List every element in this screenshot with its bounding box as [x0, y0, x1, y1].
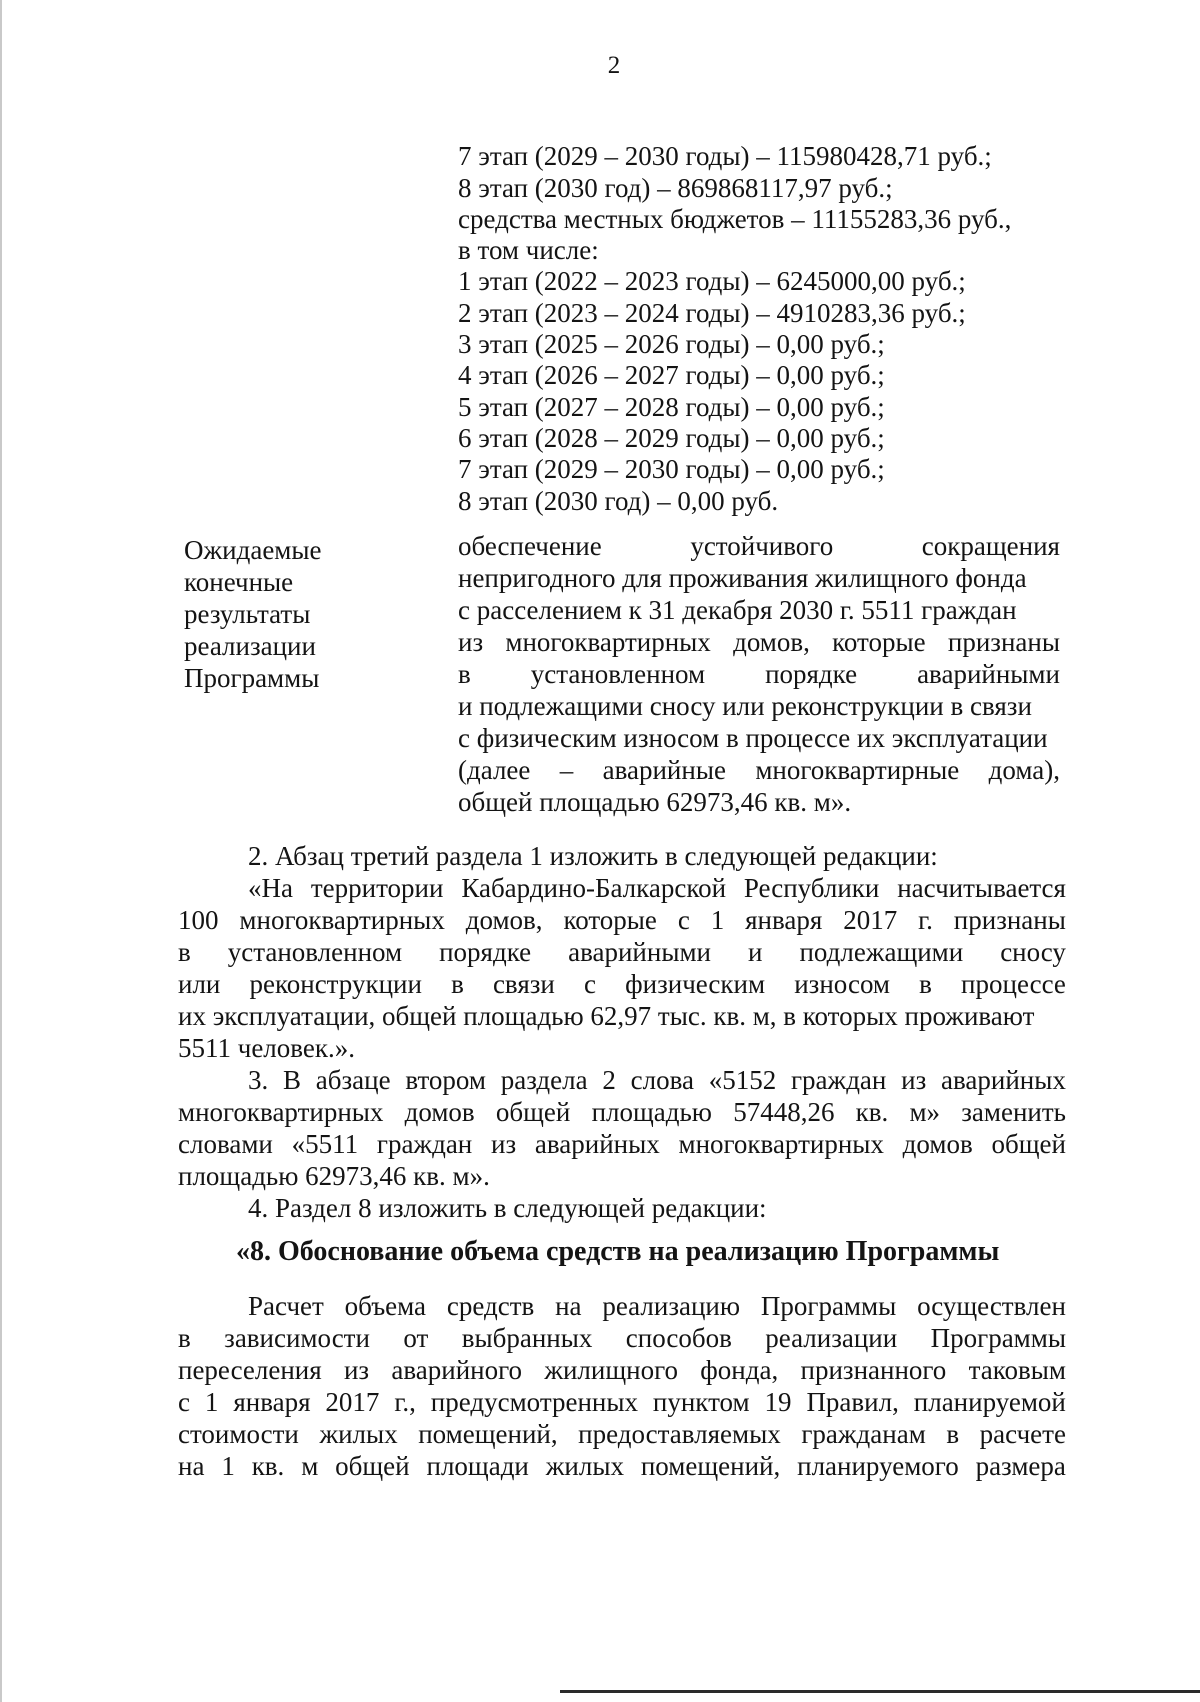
word: общей [495, 1097, 571, 1127]
word: м» [909, 1097, 941, 1127]
word: 2017 [325, 1387, 380, 1417]
word: в [451, 969, 464, 999]
word: жилых [545, 1451, 624, 1481]
word: 1 [221, 1451, 235, 1481]
word: связи [492, 969, 555, 999]
word: словами [178, 1129, 273, 1159]
paragraph-line [248, 1290, 1066, 1322]
word: установленном [530, 659, 706, 689]
word: аварийных [941, 1065, 1066, 1095]
word: планируемой [913, 1387, 1066, 1417]
funding-line: 2 этап (2023 – 2024 годы) – 4910283,36 руб.; [458, 298, 966, 328]
paragraph-line [178, 1128, 1066, 1160]
word: 3. [248, 1065, 269, 1095]
word: 2017 [843, 905, 898, 935]
word: м [301, 1451, 319, 1481]
word: в [178, 937, 191, 967]
paragraph-line [178, 1386, 1066, 1418]
word: многоквартирных [678, 1129, 884, 1159]
word: аварийного [391, 1355, 523, 1385]
word: с [677, 905, 690, 935]
word: В [283, 1065, 302, 1095]
paragraph-line [248, 872, 1066, 904]
word: в [458, 659, 471, 689]
word: устойчивого [690, 531, 834, 561]
word: аварийных [534, 1129, 660, 1159]
paragraph-line: их эксплуатации, общей площадью 62,97 тыс. кв. м, в которых проживают [178, 1001, 1035, 1031]
funding-line: 7 этап (2029 – 2030 годы) – 115980428,71 руб.; [458, 141, 992, 171]
word: на [555, 1291, 582, 1321]
word: в [919, 969, 932, 999]
word: сокращения [921, 531, 1060, 561]
word: многоквартирные [755, 755, 960, 785]
word: слова [630, 1065, 694, 1095]
word: реализации [765, 1323, 898, 1353]
word: (далее [458, 755, 531, 785]
word: размера [975, 1451, 1066, 1481]
word: зависимости [224, 1323, 370, 1353]
word: планируемого [797, 1451, 959, 1481]
word: порядке [439, 937, 532, 967]
word: кв. [251, 1451, 285, 1481]
word: гражданам [801, 1419, 926, 1449]
word: объема [344, 1291, 427, 1321]
funding-line: 7 этап (2029 – 2030 годы) – 0,00 руб.; [458, 454, 885, 484]
word: аварийными [568, 937, 712, 967]
word: таковым [968, 1355, 1066, 1385]
word: домов, [733, 627, 810, 657]
results-label-line: Ожидаемые [184, 535, 322, 565]
results-text-line [458, 754, 1060, 786]
word: общей [991, 1129, 1066, 1159]
word: которые [563, 905, 657, 935]
page-number: 2 [607, 52, 621, 79]
word: с [178, 1387, 190, 1417]
funding-line: 1 этап (2022 – 2023 годы) – 6245000,00 руб.; [458, 266, 966, 296]
results-label-line: конечные [184, 567, 294, 597]
results-text-line: с физическим износом в процессе их эксплуатации [458, 723, 1048, 753]
word: реконструкции [249, 969, 422, 999]
word: многоквартирных [505, 627, 711, 657]
word: сносу [1000, 937, 1066, 967]
word: граждан [790, 1065, 887, 1095]
word: реализацию [602, 1291, 741, 1321]
word: подлежащими [799, 937, 964, 967]
word: средств [446, 1291, 535, 1321]
word: Правил, [806, 1387, 899, 1417]
word: предоставляемых [578, 1419, 781, 1449]
results-text-line [458, 626, 1060, 658]
funding-line: 8 этап (2030 год) – 869868117,97 руб.; [458, 173, 893, 203]
word: абзаце [315, 1065, 391, 1095]
word: Республики [743, 873, 880, 903]
funding-line: средства местных бюджетов – 11155283,36 руб., [458, 204, 1012, 234]
word: общей [335, 1451, 410, 1481]
word: – [559, 755, 574, 785]
word: помещений, [418, 1419, 558, 1449]
word: 100 [178, 905, 219, 935]
word: площади [426, 1451, 529, 1481]
paragraph-line [178, 904, 1066, 936]
word: 19 [764, 1387, 792, 1417]
word: заменить [961, 1097, 1066, 1127]
word: расчете [979, 1419, 1066, 1449]
funding-line: 3 этап (2025 – 2026 годы) – 0,00 руб.; [458, 329, 885, 359]
results-text-line [458, 530, 1060, 562]
paragraph-line [178, 1354, 1066, 1386]
funding-line: в том числе: [458, 235, 599, 265]
word: пунктом [652, 1387, 750, 1417]
word: 57448,26 [733, 1097, 835, 1127]
word: 1 [204, 1387, 219, 1417]
paragraph-line [178, 1322, 1066, 1354]
word: обеспечение [458, 531, 602, 561]
word: втором [405, 1065, 486, 1095]
word: аварийными [917, 659, 1060, 689]
word: процессе [961, 969, 1066, 999]
word: января [233, 1387, 311, 1417]
word: домов [902, 1129, 973, 1159]
word: насчитывается [897, 873, 1066, 903]
paragraph-line [178, 1096, 1066, 1128]
word: многоквартирных [178, 1097, 384, 1127]
word: физическим [625, 969, 766, 999]
word: в [178, 1323, 191, 1353]
word: стоимости [178, 1419, 299, 1449]
results-text-line: с расселением к 31 декабря 2030 г. 5511 граждан [458, 595, 1017, 625]
word: Программы [760, 1291, 897, 1321]
word: фонда, [700, 1355, 779, 1385]
funding-line: 8 этап (2030 год) – 0,00 руб. [458, 486, 779, 516]
word: домов [404, 1097, 475, 1127]
word: г., [394, 1387, 416, 1417]
word: признанного [800, 1355, 947, 1385]
paragraph-line [178, 1418, 1066, 1450]
word: жилищного [544, 1355, 678, 1385]
funding-line: 5 этап (2027 – 2028 годы) – 0,00 руб.; [458, 392, 885, 422]
word: г. [918, 905, 933, 935]
word: Программы [930, 1323, 1066, 1353]
scan-edge [560, 1690, 1200, 1693]
word: или [178, 969, 221, 999]
paragraph-line: 5511 человек.». [178, 1033, 355, 1063]
word: площадью [591, 1097, 712, 1127]
results-text-line [458, 658, 1060, 690]
word: территории [310, 873, 444, 903]
word: осуществлен [917, 1291, 1066, 1321]
results-label-line: Программы [184, 663, 320, 693]
word: с [584, 969, 596, 999]
word: из [901, 1065, 927, 1095]
word: в [946, 1419, 960, 1449]
word: на [178, 1451, 205, 1481]
word: которые [832, 627, 926, 657]
word: износом [794, 969, 891, 999]
word: многоквартирных [239, 905, 445, 935]
paragraph-line [178, 936, 1066, 968]
word: кв. [855, 1097, 889, 1127]
results-text-line: и подлежащими сносу или реконструкции в связи [458, 691, 1032, 721]
scan-edge [0, 0, 2, 1702]
word: граждан [376, 1129, 473, 1159]
word: «На [248, 873, 293, 903]
paragraph-line: 2. Абзац третий раздела 1 изложить в следующей редакции: [248, 841, 938, 871]
word: порядке [765, 659, 858, 689]
word: признаны [947, 627, 1060, 657]
results-label-line: результаты [184, 599, 311, 629]
word: выбранных [461, 1323, 593, 1353]
funding-line: 6 этап (2028 – 2029 годы) – 0,00 руб.; [458, 423, 885, 453]
word: из [491, 1129, 517, 1159]
word: и [748, 937, 763, 967]
word: из [458, 627, 484, 657]
word: способов [625, 1323, 732, 1353]
word: января [745, 905, 823, 935]
section-heading: «8. Обоснование объема средств на реализацию Программы [236, 1236, 1000, 1267]
word: признаны [953, 905, 1066, 935]
word: «5152 [708, 1065, 777, 1095]
word: домов, [465, 905, 543, 935]
results-label-line: реализации [184, 631, 316, 661]
results-text-line: общей площадью 62973,46 кв. м». [458, 787, 852, 817]
word: 1 [710, 905, 725, 935]
paragraph-line [178, 968, 1066, 1000]
word: из [343, 1355, 370, 1385]
word: установленном [227, 937, 403, 967]
word: дома), [988, 755, 1060, 785]
word: аварийные [602, 755, 726, 785]
word: «5511 [291, 1129, 359, 1159]
word: переселения [178, 1355, 322, 1385]
paragraph-line: 4. Раздел 8 изложить в следующей редакции: [248, 1193, 767, 1223]
word: помещений, [640, 1451, 781, 1481]
paragraph-line [178, 1450, 1066, 1482]
word: Кабардино-Балкарской [461, 873, 727, 903]
word: раздела [500, 1065, 588, 1095]
word: 2 [602, 1065, 616, 1095]
paragraph-line: площадью 62973,46 кв. м». [178, 1161, 490, 1191]
results-text-line: непригодного для проживания жилищного фонда [458, 563, 1027, 593]
funding-line: 4 этап (2026 – 2027 годы) – 0,00 руб.; [458, 360, 885, 390]
paragraph-line [248, 1064, 1066, 1096]
word: Расчет [248, 1291, 324, 1321]
word: предусмотренных [430, 1387, 638, 1417]
word: жилых [319, 1419, 398, 1449]
word: от [403, 1323, 429, 1353]
